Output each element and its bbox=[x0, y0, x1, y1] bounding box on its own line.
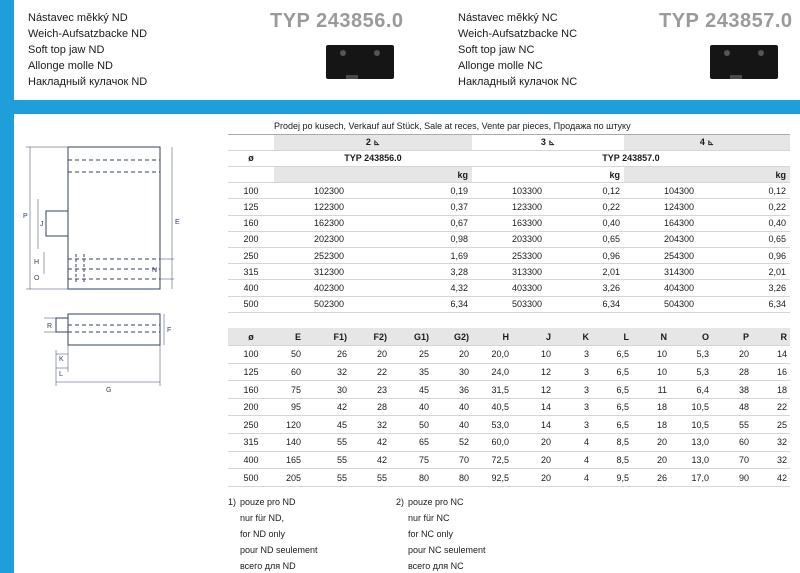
dim-label: O bbox=[34, 275, 40, 282]
jaw-count-header: 2 ⊾ bbox=[274, 134, 472, 150]
table-row bbox=[228, 451, 790, 469]
product-nc-names bbox=[458, 10, 577, 90]
table-cell: 20,0 bbox=[472, 346, 512, 364]
dim-label: P bbox=[23, 213, 28, 220]
table-cell: 122300 bbox=[274, 199, 384, 215]
table-cell: 0,65 bbox=[734, 231, 790, 247]
column-header: G1) bbox=[390, 328, 432, 346]
table-row bbox=[228, 264, 790, 280]
table-cell: 32 bbox=[752, 451, 790, 469]
product-name: Soft top jaw ND bbox=[28, 44, 105, 56]
table-cell: 2,01 bbox=[582, 264, 624, 280]
table-row bbox=[228, 183, 790, 199]
table-cell: 200 bbox=[228, 231, 274, 247]
table-cell: 55 bbox=[304, 434, 350, 452]
table-cell: 14 bbox=[512, 416, 554, 434]
dim-label: G bbox=[106, 387, 112, 394]
product-name: Nástavec měkký NC bbox=[458, 12, 558, 24]
table-cell: 32 bbox=[304, 363, 350, 381]
footnote-line: pouze pro ND bbox=[240, 497, 296, 507]
table-cell: 0,67 bbox=[384, 215, 472, 231]
table-cell: 203300 bbox=[472, 231, 582, 247]
table-cell: 38 bbox=[712, 381, 752, 399]
table-cell: 65 bbox=[390, 434, 432, 452]
table-cell: 30 bbox=[304, 381, 350, 399]
table-row bbox=[228, 199, 790, 215]
product-name: Weich-Aufsatzbacke ND bbox=[28, 28, 148, 40]
table-cell: 72,5 bbox=[472, 451, 512, 469]
table-cell: 204300 bbox=[624, 231, 734, 247]
table-cell: 5,3 bbox=[670, 346, 712, 364]
table-cell: 18 bbox=[632, 416, 670, 434]
table-cell: 22 bbox=[350, 363, 390, 381]
table-cell: 3 bbox=[554, 346, 592, 364]
table-cell: 26 bbox=[304, 346, 350, 364]
jaw-count-header: 4 ⊾ bbox=[624, 134, 790, 150]
table-cell: 80 bbox=[390, 469, 432, 487]
dim-label: L bbox=[59, 371, 63, 378]
table-cell: 254300 bbox=[624, 248, 734, 264]
type-label-nd: TYP 243856.0 bbox=[270, 10, 404, 32]
column-header: J bbox=[512, 328, 554, 346]
table-cell: 124300 bbox=[624, 199, 734, 215]
table-cell: 250 bbox=[228, 248, 274, 264]
footnote-nd bbox=[228, 494, 318, 573]
product-name: Накладный кулачок NC bbox=[458, 76, 578, 88]
kg-header: kg bbox=[734, 167, 790, 183]
technical-drawing bbox=[14, 114, 224, 414]
table-cell: 0,40 bbox=[582, 215, 624, 231]
table-row bbox=[228, 346, 790, 364]
diameter-header: ø bbox=[228, 150, 274, 166]
table-cell: 80 bbox=[432, 469, 472, 487]
table-cell: 10 bbox=[632, 363, 670, 381]
table-cell: 400 bbox=[228, 451, 274, 469]
table-cell: 31,5 bbox=[472, 381, 512, 399]
table-cell: 11 bbox=[632, 381, 670, 399]
column-header: E bbox=[274, 328, 304, 346]
footnote-number: 2) bbox=[396, 497, 405, 507]
table-cell: 55 bbox=[712, 416, 752, 434]
order-number-table bbox=[228, 118, 790, 313]
table-row bbox=[228, 248, 790, 264]
table-cell: 55 bbox=[304, 469, 350, 487]
table-cell: 6,5 bbox=[592, 381, 632, 399]
table-cell: 3 bbox=[554, 416, 592, 434]
table-cell: 48 bbox=[712, 398, 752, 416]
table-cell: 0,19 bbox=[384, 183, 472, 199]
table-cell: 500 bbox=[228, 296, 274, 312]
table-cell: 20 bbox=[512, 451, 554, 469]
table-cell: 60 bbox=[274, 363, 304, 381]
table-cell: 75 bbox=[274, 381, 304, 399]
table-cell: 313300 bbox=[472, 264, 582, 280]
table-cell: 10 bbox=[632, 346, 670, 364]
column-header: H bbox=[472, 328, 512, 346]
table-cell: 125 bbox=[228, 363, 274, 381]
table-row bbox=[228, 398, 790, 416]
type-header: TYP 243856.0 bbox=[274, 150, 472, 166]
table-cell: 162300 bbox=[274, 215, 384, 231]
table-cell: 315 bbox=[228, 264, 274, 280]
table-cell: 164300 bbox=[624, 215, 734, 231]
table-cell: 32 bbox=[752, 434, 790, 452]
table-cell: 60 bbox=[712, 434, 752, 452]
table-cell: 0,98 bbox=[384, 231, 472, 247]
dim-label: K bbox=[59, 356, 64, 363]
table-row bbox=[228, 416, 790, 434]
table-cell: 120 bbox=[274, 416, 304, 434]
table-cell: 100 bbox=[228, 346, 274, 364]
table-cell: 163300 bbox=[472, 215, 582, 231]
column-header: N bbox=[632, 328, 670, 346]
table-cell: 28 bbox=[350, 398, 390, 416]
table-cell: 70 bbox=[432, 451, 472, 469]
table-cell: 202300 bbox=[274, 231, 384, 247]
table-cell: 18 bbox=[752, 381, 790, 399]
table-cell: 95 bbox=[274, 398, 304, 416]
table-cell: 42 bbox=[752, 469, 790, 487]
table-row bbox=[228, 231, 790, 247]
table-cell: 0,12 bbox=[582, 183, 624, 199]
table-cell: 20 bbox=[350, 346, 390, 364]
table-cell: 40,5 bbox=[472, 398, 512, 416]
table-cell: 9,5 bbox=[592, 469, 632, 487]
soft-jaw-block-icon bbox=[326, 45, 394, 79]
table-cell: 55 bbox=[304, 451, 350, 469]
table-cell: 160 bbox=[228, 381, 274, 399]
product-name: Накладный кулачок ND bbox=[28, 76, 148, 88]
table-cell: 4,32 bbox=[384, 280, 472, 296]
table-row bbox=[228, 469, 790, 487]
table-cell: 8,5 bbox=[592, 451, 632, 469]
dim-label: H bbox=[34, 259, 40, 266]
table-cell: 0,96 bbox=[582, 248, 624, 264]
footnote-number: 1) bbox=[228, 497, 237, 507]
table-cell: 20 bbox=[632, 434, 670, 452]
table-cell: 2,01 bbox=[734, 264, 790, 280]
table-cell: 92,5 bbox=[472, 469, 512, 487]
table-cell: 90 bbox=[712, 469, 752, 487]
table-cell: 20 bbox=[512, 469, 554, 487]
table-cell: 6,34 bbox=[582, 296, 624, 312]
table-cell: 25 bbox=[390, 346, 432, 364]
column-header: F2) bbox=[350, 328, 390, 346]
table-cell: 315 bbox=[228, 434, 274, 452]
table-cell: 140 bbox=[274, 434, 304, 452]
soft-jaw-block-icon bbox=[710, 45, 778, 79]
table-cell: 165 bbox=[274, 451, 304, 469]
dim-label: R bbox=[47, 323, 53, 330]
type-label-nc: TYP 243857.0 bbox=[659, 10, 793, 32]
column-header: F1) bbox=[304, 328, 350, 346]
table-cell: 3,26 bbox=[582, 280, 624, 296]
table-cell: 40 bbox=[390, 398, 432, 416]
table-cell: 500 bbox=[228, 469, 274, 487]
table-cell: 104300 bbox=[624, 183, 734, 199]
type-header: TYP 243857.0 bbox=[472, 150, 790, 166]
table-cell: 17,0 bbox=[670, 469, 712, 487]
product-nd-names bbox=[28, 10, 147, 90]
column-header: G2) bbox=[432, 328, 472, 346]
table-cell: 6,5 bbox=[592, 398, 632, 416]
table-cell: 314300 bbox=[624, 264, 734, 280]
table-cell: 102300 bbox=[274, 183, 384, 199]
table-cell: 35 bbox=[390, 363, 432, 381]
table-cell: 6,5 bbox=[592, 416, 632, 434]
product-name: Allonge molle ND bbox=[28, 60, 113, 72]
table-row bbox=[228, 296, 790, 312]
table-cell: 42 bbox=[350, 451, 390, 469]
table-cell: 252300 bbox=[274, 248, 384, 264]
table-cell: 0,37 bbox=[384, 199, 472, 215]
table-cell: 60,0 bbox=[472, 434, 512, 452]
column-header: L bbox=[592, 328, 632, 346]
table-row bbox=[228, 215, 790, 231]
footnote-line: nur für ND, bbox=[240, 513, 285, 523]
footnote-line: pouze pro NC bbox=[408, 497, 464, 507]
table-cell: 6,34 bbox=[734, 296, 790, 312]
table-cell: 0,40 bbox=[734, 215, 790, 231]
table-cell: 160 bbox=[228, 215, 274, 231]
table-cell: 75 bbox=[390, 451, 432, 469]
table-cell: 50 bbox=[390, 416, 432, 434]
table-cell: 250 bbox=[228, 416, 274, 434]
table-cell: 16 bbox=[752, 363, 790, 381]
table-cell: 13,0 bbox=[670, 434, 712, 452]
table-cell: 205 bbox=[274, 469, 304, 487]
table-cell: 0,96 bbox=[734, 248, 790, 264]
table-cell: 3,26 bbox=[734, 280, 790, 296]
table-cell: 40 bbox=[432, 398, 472, 416]
table-cell: 40 bbox=[432, 416, 472, 434]
table-cell: 103300 bbox=[472, 183, 582, 199]
table-cell: 20 bbox=[432, 346, 472, 364]
footnote-line: for ND only bbox=[240, 529, 286, 539]
table-cell: 5,3 bbox=[670, 363, 712, 381]
table-cell: 18 bbox=[632, 398, 670, 416]
column-header: R bbox=[752, 328, 790, 346]
table-cell: 25 bbox=[752, 416, 790, 434]
table-cell: 0,65 bbox=[582, 231, 624, 247]
table-cell: 10,5 bbox=[670, 416, 712, 434]
column-header: ø bbox=[228, 328, 274, 346]
table-cell: 6,4 bbox=[670, 381, 712, 399]
footnote-line: for NC only bbox=[408, 529, 454, 539]
dim-label: N bbox=[152, 267, 158, 274]
table-cell: 403300 bbox=[472, 280, 582, 296]
table-cell: 503300 bbox=[472, 296, 582, 312]
table-caption: Prodej po kusech, Verkauf auf Stück, Sale at reces, Vente par pieces, Продажа по штуку bbox=[228, 118, 790, 134]
table-cell: 30 bbox=[432, 363, 472, 381]
table-cell: 12 bbox=[512, 363, 554, 381]
table-cell: 45 bbox=[304, 416, 350, 434]
table-row bbox=[228, 381, 790, 399]
table-cell: 200 bbox=[228, 398, 274, 416]
table-cell: 6,5 bbox=[592, 363, 632, 381]
table-cell: 100 bbox=[228, 183, 274, 199]
table-cell: 52 bbox=[432, 434, 472, 452]
table-cell: 4 bbox=[554, 469, 592, 487]
table-cell: 8,5 bbox=[592, 434, 632, 452]
table-cell: 70 bbox=[712, 451, 752, 469]
table-cell: 14 bbox=[512, 398, 554, 416]
table-cell: 36 bbox=[432, 381, 472, 399]
table-row bbox=[228, 434, 790, 452]
table-cell: 312300 bbox=[274, 264, 384, 280]
table-cell: 14 bbox=[752, 346, 790, 364]
table-cell: 42 bbox=[304, 398, 350, 416]
table-cell: 50 bbox=[274, 346, 304, 364]
dim-label: E bbox=[175, 219, 180, 226]
column-header: K bbox=[554, 328, 592, 346]
table-cell: 123300 bbox=[472, 199, 582, 215]
column-header: O bbox=[670, 328, 712, 346]
table-cell: 504300 bbox=[624, 296, 734, 312]
table-cell: 4 bbox=[554, 451, 592, 469]
column-header: P bbox=[712, 328, 752, 346]
footnote-line: всего для ND bbox=[240, 561, 296, 571]
product-name: Allonge molle NC bbox=[458, 60, 543, 72]
table-cell: 3 bbox=[554, 363, 592, 381]
kg-header: kg bbox=[384, 167, 472, 183]
table-cell: 42 bbox=[350, 434, 390, 452]
table-cell: 125 bbox=[228, 199, 274, 215]
table-cell: 20 bbox=[632, 451, 670, 469]
table-header-row bbox=[228, 328, 790, 346]
table-cell: 32 bbox=[350, 416, 390, 434]
table-cell: 28 bbox=[712, 363, 752, 381]
table-cell: 1,69 bbox=[384, 248, 472, 264]
table-cell: 3,28 bbox=[384, 264, 472, 280]
kg-header: kg bbox=[582, 167, 624, 183]
product-header bbox=[14, 0, 800, 100]
table-cell: 502300 bbox=[274, 296, 384, 312]
product-name: Soft top jaw NC bbox=[458, 44, 535, 56]
table-cell: 0,22 bbox=[734, 199, 790, 215]
table-cell: 404300 bbox=[624, 280, 734, 296]
table-cell: 13,0 bbox=[670, 451, 712, 469]
table-row bbox=[228, 280, 790, 296]
table-cell: 20 bbox=[512, 434, 554, 452]
footnote-line: pour ND seulement bbox=[240, 545, 318, 555]
dimensions-table bbox=[228, 328, 790, 487]
table-cell: 10,5 bbox=[670, 398, 712, 416]
table-cell: 3 bbox=[554, 381, 592, 399]
table-cell: 4 bbox=[554, 434, 592, 452]
table-cell: 6,34 bbox=[384, 296, 472, 312]
product-name: Nástavec měkký ND bbox=[28, 12, 128, 24]
footnote-line: pour NC seulement bbox=[408, 545, 486, 555]
table-cell: 253300 bbox=[472, 248, 582, 264]
table-cell: 24,0 bbox=[472, 363, 512, 381]
table-cell: 400 bbox=[228, 280, 274, 296]
table-cell: 22 bbox=[752, 398, 790, 416]
jaw-count-header: 3 ⊾ bbox=[472, 134, 624, 150]
table-cell: 0,22 bbox=[582, 199, 624, 215]
table-cell: 3 bbox=[554, 398, 592, 416]
table-cell: 23 bbox=[350, 381, 390, 399]
footnote-line: nur für NC bbox=[408, 513, 450, 523]
dim-label: J bbox=[40, 221, 44, 228]
product-name: Weich-Aufsatzbacke NC bbox=[458, 28, 578, 40]
footnote-line: всего для NC bbox=[408, 561, 464, 571]
dim-label: F bbox=[167, 327, 172, 334]
table-cell: 26 bbox=[632, 469, 670, 487]
table-cell: 12 bbox=[512, 381, 554, 399]
table-cell: 6,5 bbox=[592, 346, 632, 364]
table-row bbox=[228, 363, 790, 381]
table-cell: 53,0 bbox=[472, 416, 512, 434]
table-cell: 10 bbox=[512, 346, 554, 364]
table-cell: 402300 bbox=[274, 280, 384, 296]
footnote-nc bbox=[396, 494, 486, 573]
table-cell: 20 bbox=[712, 346, 752, 364]
table-cell: 0,12 bbox=[734, 183, 790, 199]
table-cell: 45 bbox=[390, 381, 432, 399]
table-cell: 55 bbox=[350, 469, 390, 487]
